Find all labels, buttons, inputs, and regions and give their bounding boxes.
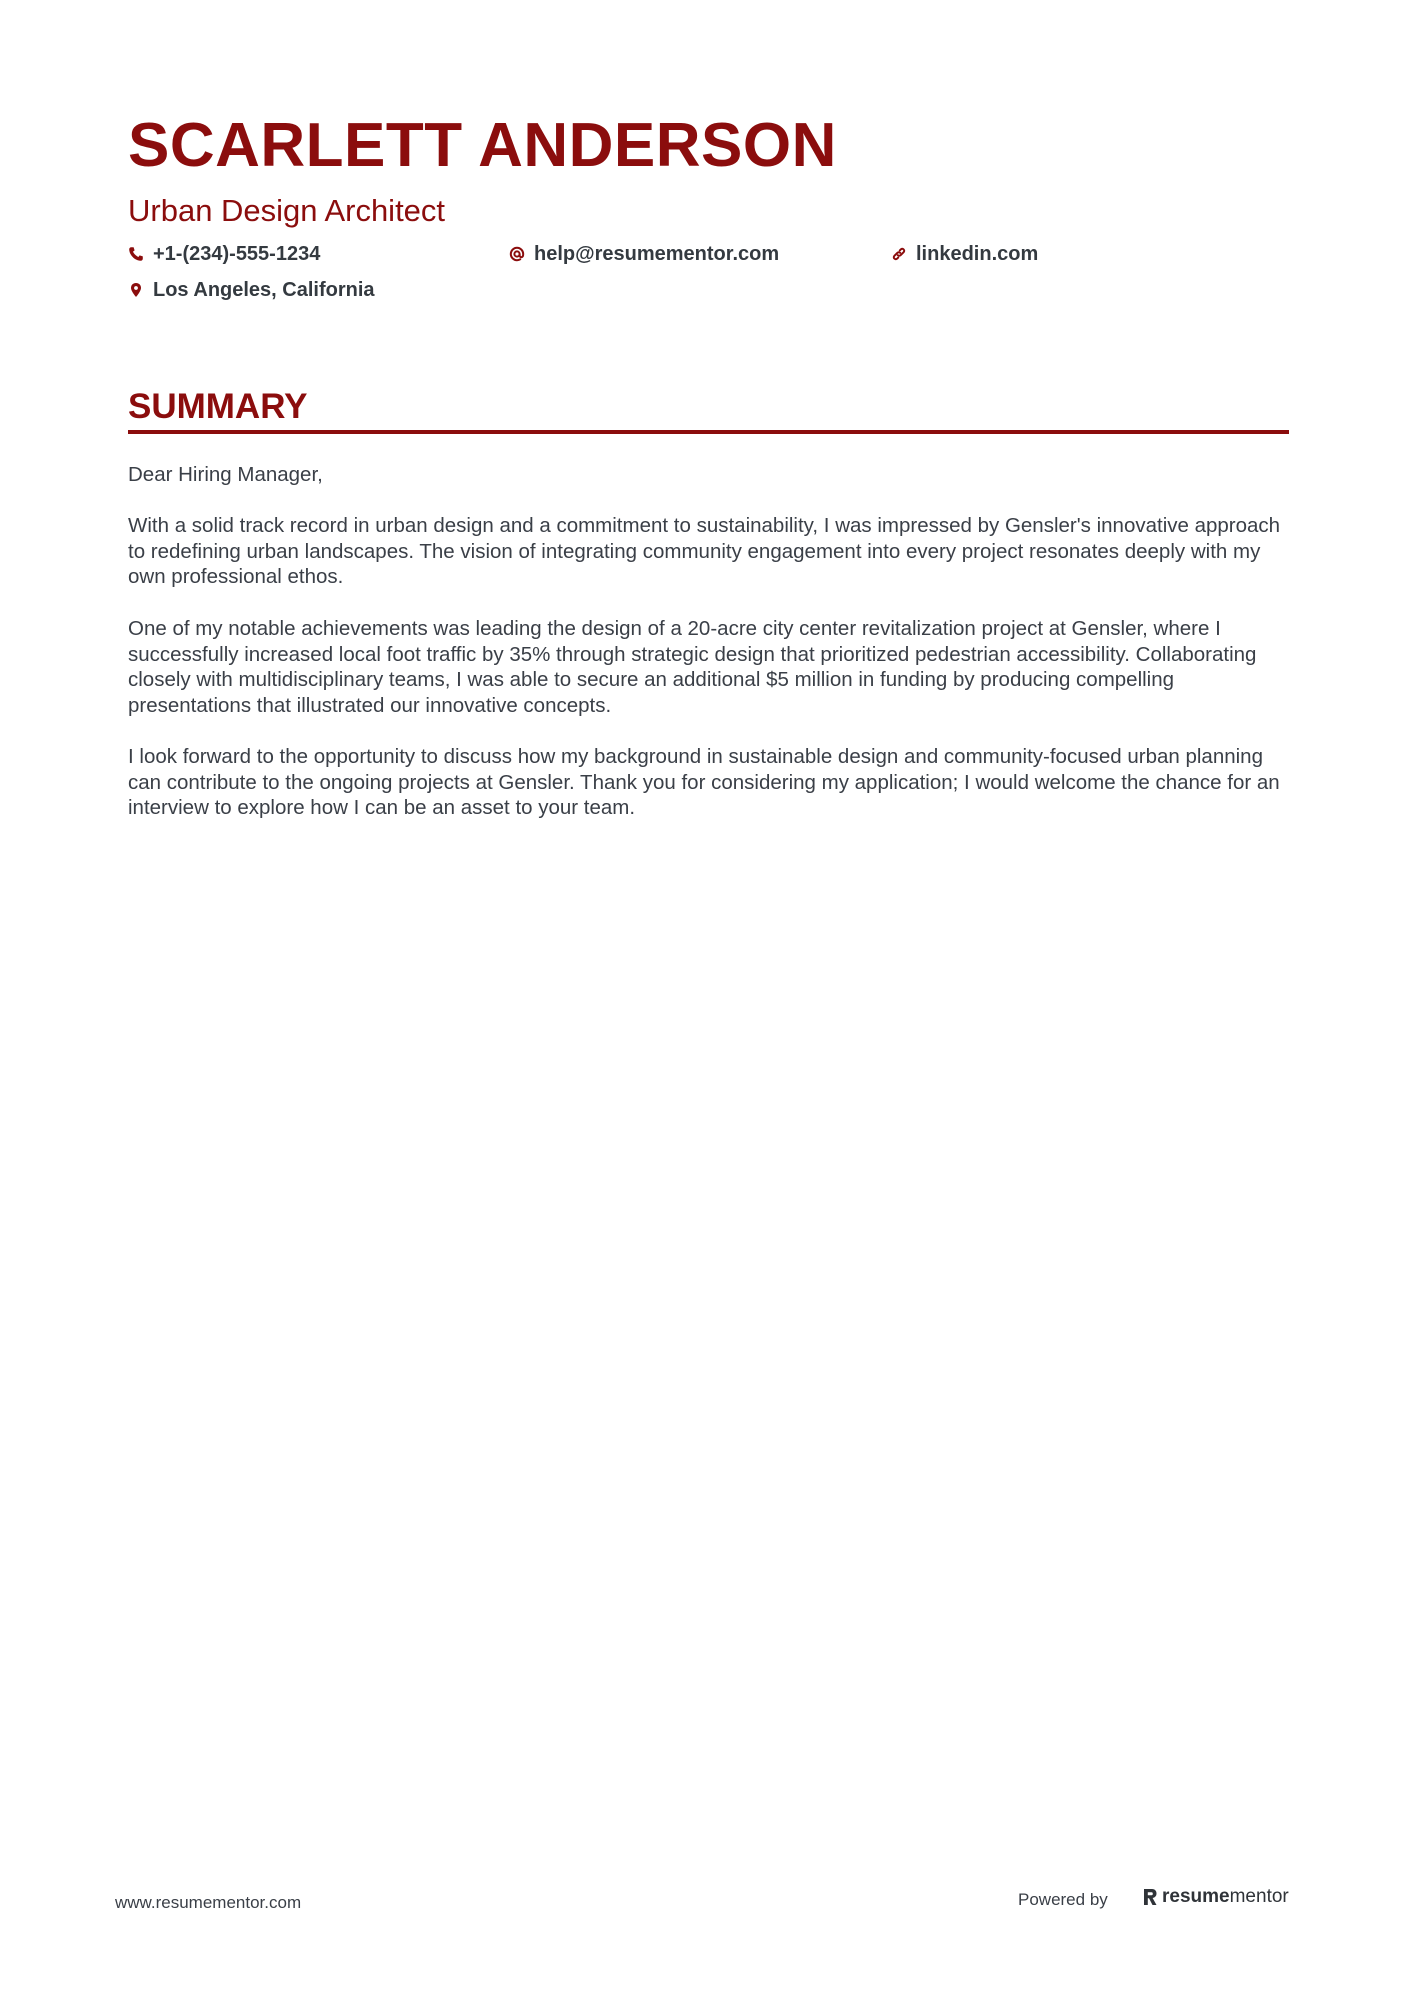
phone-text: +1-(234)-555-1234 bbox=[153, 243, 321, 265]
paragraph-achievements: One of my notable achievements was leading the design of a 20-acre city center revitalization project at Gensler, where I successfully increased local foot traffic by 35% through strategic design that prioritized pedestrian accessibility. Collaborating closely with multidisciplinary teams, I was able to secure an additional $5 million in funding by producing compelling presentations that illustrated our innovative concepts. bbox=[128, 617, 1257, 718]
linkedin-text[interactable]: linkedin.com bbox=[916, 243, 1039, 265]
brand-name-bold: resume bbox=[1162, 1886, 1230, 1907]
email-text[interactable]: help@resumementor.com bbox=[534, 243, 780, 265]
link-icon bbox=[891, 246, 907, 262]
at-icon bbox=[509, 246, 525, 262]
phone-icon bbox=[128, 246, 144, 262]
contact-linkedin bbox=[891, 241, 1038, 267]
section-divider bbox=[128, 430, 1289, 434]
contact-location bbox=[128, 277, 375, 303]
candidate-name: SCARLETT ANDERSON bbox=[128, 111, 837, 180]
paragraph-intro: With a solid track record in urban design and a commitment to sustainability, I was impressed by Gensler's innovative approach to redefining urban landscapes. The vision of integrating community engagement into every project resonates deeply with my own professional ethos. bbox=[128, 514, 1281, 589]
brand-name-light: mentor bbox=[1229, 1886, 1289, 1907]
contact-email bbox=[509, 241, 779, 267]
job-title: Urban Design Architect bbox=[128, 193, 446, 228]
footer-url[interactable]: www.resumementor.com bbox=[115, 1893, 302, 1912]
location-text: Los Angeles, California bbox=[153, 279, 375, 301]
map-pin-icon bbox=[128, 282, 144, 298]
summary-heading: SUMMARY bbox=[128, 387, 308, 426]
greeting: Dear Hiring Manager, bbox=[128, 463, 323, 486]
contact-phone bbox=[128, 241, 320, 267]
powered-by-label: Powered by bbox=[1018, 1890, 1108, 1909]
brand-logo[interactable] bbox=[1142, 1886, 1289, 1908]
resumementor-logo-icon bbox=[1142, 1887, 1158, 1907]
paragraph-closing: I look forward to the opportunity to discuss how my background in sustainable design and community-focused urban planning can contribute to the ongoing projects at Gensler. Thank you for considering my application; I would welcome the chance for an interview to explore how I can be an asset to your team. bbox=[128, 745, 1280, 820]
